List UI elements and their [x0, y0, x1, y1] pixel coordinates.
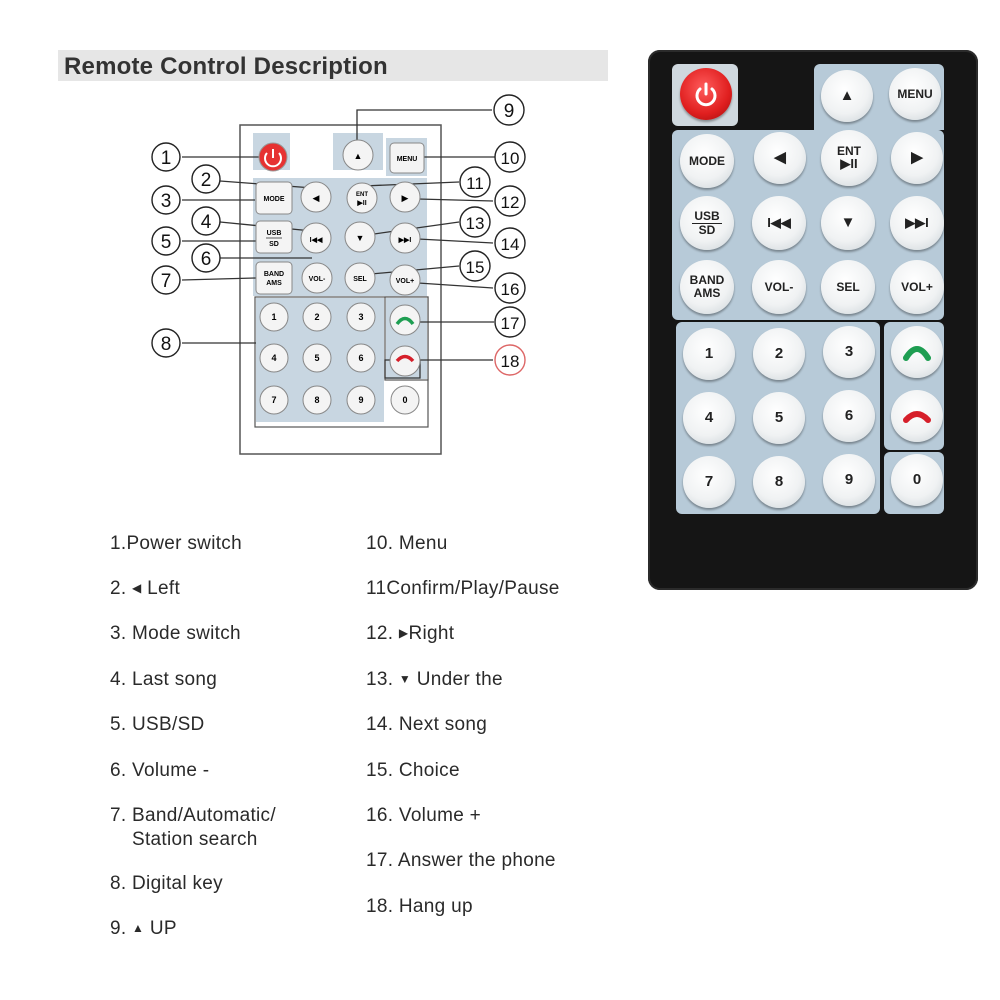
- key-2[interactable]: [753, 328, 805, 380]
- diagram-next-icon: ▶▶I: [398, 237, 412, 244]
- diagram-key-0-label: 0: [402, 395, 408, 405]
- left-arrow-icon: ◀: [132, 581, 142, 595]
- callout-14-label: 14: [500, 235, 520, 254]
- down-button[interactable]: [821, 196, 875, 250]
- diagram-prev-icon: I◀◀: [309, 237, 323, 244]
- desc-2-num: 2.: [110, 578, 127, 599]
- vol-minus-label: VOL-: [764, 279, 794, 294]
- desc-18: 18. Hang up: [366, 896, 473, 917]
- desc-17: 17. Answer the phone: [366, 850, 556, 871]
- callout-17-label: 17: [500, 314, 520, 333]
- diagram-usb-button: [256, 221, 292, 253]
- desc-12-text: Right: [408, 623, 455, 644]
- power-button[interactable]: [680, 68, 732, 120]
- sel-button[interactable]: [821, 260, 875, 314]
- right-button[interactable]: [891, 132, 943, 184]
- desc-7b: Station search: [132, 829, 258, 850]
- desc-12: [366, 623, 454, 645]
- down-icon: ▼: [840, 214, 856, 232]
- desc-12-num: 12.: [366, 623, 394, 644]
- title-bar: [58, 50, 608, 81]
- key-6[interactable]: [823, 390, 875, 442]
- callout-2-label: 2: [200, 170, 212, 191]
- desc-9-text: UP: [149, 918, 177, 939]
- key-1-label: 1: [704, 345, 714, 363]
- callout-6-label: 6: [200, 249, 212, 270]
- page-title: Remote Control Description: [64, 53, 388, 80]
- play-pause-icon: ▶II: [840, 156, 858, 172]
- diagram-key-8-label: 8: [314, 395, 320, 405]
- diagram-sel-label: SEL: [353, 276, 367, 283]
- diagram-volplus-label: VOL+: [395, 278, 415, 285]
- diagram-ent-label: ENT: [356, 192, 368, 198]
- callout-16-label: 16: [500, 280, 520, 299]
- left-button[interactable]: [754, 132, 806, 184]
- hangup-button[interactable]: [891, 390, 943, 442]
- key-4-label: 4: [704, 409, 714, 427]
- right-icon: ▶: [911, 149, 923, 167]
- diagram-key-1-label: 1: [271, 312, 277, 322]
- remote-diagram: [150, 92, 550, 467]
- diagram-down-icon: ▼: [355, 233, 365, 243]
- up-icon: ▲: [839, 87, 855, 105]
- vol-minus-button[interactable]: [752, 260, 806, 314]
- callout-12-label: 12: [500, 193, 520, 212]
- key-0[interactable]: [891, 454, 943, 506]
- key-3[interactable]: [823, 326, 875, 378]
- desc-1: 1.Power switch: [110, 533, 242, 554]
- next-icon: ▶▶I: [905, 215, 929, 231]
- desc-11: 11Confirm/Play/Pause: [366, 578, 560, 599]
- ent-play-button[interactable]: [821, 130, 877, 186]
- diagram-mode-label: MODE: [263, 196, 285, 203]
- usb-label: USB: [694, 208, 720, 223]
- desc-9: [110, 918, 177, 940]
- diagram-menu-label: MENU: [396, 156, 418, 163]
- mode-label: MODE: [689, 153, 725, 168]
- key-9[interactable]: [823, 454, 875, 506]
- mode-button[interactable]: [680, 134, 734, 188]
- desc-3: 3. Mode switch: [110, 623, 241, 644]
- diagram-ent-button: [347, 183, 377, 213]
- desc-13-num: 13.: [366, 669, 394, 690]
- down-arrow-icon: ▼: [398, 672, 412, 686]
- key-7[interactable]: [683, 456, 735, 508]
- diagram-key-2-label: 2: [314, 312, 320, 322]
- sel-label: SEL: [836, 279, 860, 294]
- callout-4-label: 4: [200, 212, 212, 233]
- key-3-label: 3: [844, 343, 854, 361]
- sd-label: SD: [698, 222, 716, 237]
- power-icon: [693, 81, 719, 107]
- callout-8-label: 8: [160, 334, 172, 355]
- key-4[interactable]: [683, 392, 735, 444]
- callout-11-label: 11: [466, 174, 484, 193]
- diagram-left-icon: ◀: [312, 193, 320, 203]
- next-button[interactable]: [890, 196, 944, 250]
- key-2-label: 2: [774, 345, 784, 363]
- key-0-label: 0: [912, 471, 922, 489]
- prev-icon: I◀◀: [767, 215, 791, 231]
- answer-button[interactable]: [891, 326, 943, 378]
- diagram-volminus-label: VOL-: [308, 276, 326, 283]
- desc-13: [366, 669, 503, 691]
- key-1[interactable]: [683, 328, 735, 380]
- key-9-label: 9: [844, 471, 854, 489]
- remote-control: [648, 50, 978, 590]
- key-8[interactable]: [753, 456, 805, 508]
- callout-13-label: 13: [465, 214, 485, 233]
- diagram-hangup-button: [390, 346, 420, 376]
- ams-label: AMS: [693, 286, 721, 300]
- callout-7-label: 7: [160, 271, 172, 292]
- diagram-usb-label: USB: [266, 230, 282, 237]
- desc-2: [110, 578, 180, 600]
- diagram-sd-label: SD: [269, 241, 279, 248]
- desc-10: 10. Menu: [366, 533, 448, 554]
- key-7-label: 7: [704, 473, 714, 491]
- desc-16: 16. Volume +: [366, 805, 482, 826]
- diagram-up-icon: ▲: [353, 151, 363, 161]
- vol-plus-label: VOL+: [901, 279, 933, 294]
- menu-button[interactable]: [889, 68, 941, 120]
- callout-15-label: 15: [465, 258, 485, 277]
- callout-1-label: 1: [160, 148, 172, 169]
- desc-14: 14. Next song: [366, 714, 488, 735]
- key-8-label: 8: [774, 473, 784, 491]
- desc-15: 15. Choice: [366, 760, 460, 781]
- left-icon: ◀: [774, 149, 786, 167]
- callout-10-label: 10: [500, 149, 520, 168]
- desc-7a: 7. Band/Automatic/: [110, 805, 276, 826]
- diagram-key-7-label: 7: [271, 395, 277, 405]
- diagram-band-button: [256, 262, 292, 294]
- diagram-key-9-label: 9: [358, 395, 364, 405]
- callout-3-label: 3: [160, 191, 172, 212]
- diagram-key-3-label: 3: [358, 312, 364, 322]
- callout-18-label: 18: [500, 352, 520, 371]
- usb-sd-button[interactable]: [680, 196, 734, 250]
- desc-2-text: Left: [147, 578, 181, 599]
- callout-9-label: 9: [503, 101, 515, 122]
- diagram-play-label: ▶II: [357, 200, 367, 207]
- desc-8: 8. Digital key: [110, 873, 223, 894]
- band-label: BAND: [689, 273, 725, 288]
- vol-plus-button[interactable]: [890, 260, 944, 314]
- prev-button[interactable]: [752, 196, 806, 250]
- up-arrow-icon: ▲: [132, 921, 145, 935]
- desc-5: 5. USB/SD: [110, 714, 205, 735]
- ent-label: ENT: [837, 143, 861, 158]
- diagram-ams-label: AMS: [266, 280, 282, 287]
- key-5-label: 5: [774, 409, 784, 427]
- key-5[interactable]: [753, 392, 805, 444]
- band-ams-button[interactable]: [680, 260, 734, 314]
- diagram-key-5-label: 5: [314, 353, 320, 363]
- desc-4: 4. Last song: [110, 669, 218, 690]
- up-button[interactable]: [821, 70, 873, 122]
- phone-hangup-icon: [903, 406, 931, 426]
- desc-9-num: 9.: [110, 918, 127, 939]
- desc-13-text: Under the: [416, 669, 503, 690]
- key-6-label: 6: [844, 407, 854, 425]
- diagram-right-icon: ▶: [401, 193, 409, 203]
- callout-5-label: 5: [160, 232, 172, 253]
- desc-6: 6. Volume -: [110, 760, 210, 781]
- diagram-key-4-label: 4: [271, 353, 277, 363]
- right-arrow-icon: ▶: [398, 626, 409, 640]
- phone-answer-icon: [903, 342, 931, 362]
- menu-label: MENU: [897, 86, 933, 101]
- diagram-band-label: BAND: [263, 271, 285, 278]
- diagram-key-6-label: 6: [358, 353, 364, 363]
